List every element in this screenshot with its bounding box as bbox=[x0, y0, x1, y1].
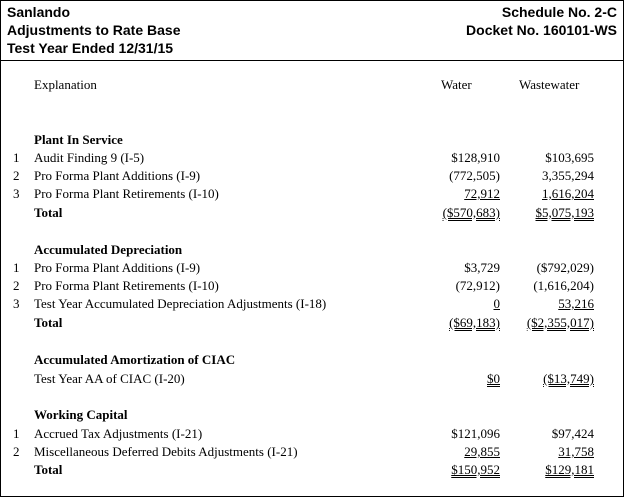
water-value: (72,912) bbox=[455, 278, 500, 293]
table-row bbox=[1, 150, 623, 168]
table-row bbox=[1, 296, 623, 314]
water-total: ($69,183) bbox=[449, 315, 500, 330]
row-description: Test Year AA of CIAC (I-20) bbox=[34, 371, 185, 386]
row-description: Pro Forma Plant Retirements (I-10) bbox=[34, 186, 219, 201]
water-value: 72,912 bbox=[464, 186, 500, 201]
wastewater-value: 53,216 bbox=[558, 296, 594, 311]
water-value: 29,855 bbox=[464, 444, 500, 459]
table-row bbox=[1, 278, 623, 296]
section-heading bbox=[1, 132, 623, 150]
row-description: Test Year Accumulated Depreciation Adjustments (I-18) bbox=[34, 296, 327, 311]
water-value: 0 bbox=[493, 296, 500, 311]
company-name: Sanlando bbox=[7, 4, 71, 20]
section-title: Working Capital bbox=[34, 407, 128, 422]
row-description: Miscellaneous Deferred Debits Adjustments (I-21) bbox=[34, 444, 298, 459]
table-row bbox=[1, 371, 623, 389]
test-year-period: Test Year Ended 12/31/15 bbox=[7, 40, 174, 56]
schedule-number: Schedule No. 2-C bbox=[501, 4, 617, 20]
table-row bbox=[1, 444, 623, 462]
wastewater-total: $129,181 bbox=[545, 462, 594, 477]
table-row bbox=[1, 168, 623, 186]
row-description: Pro Forma Plant Additions (I-9) bbox=[34, 168, 201, 183]
water-value: $128,910 bbox=[451, 150, 500, 165]
docket-number: Docket No. 160101-WS bbox=[466, 22, 617, 38]
table-row bbox=[1, 426, 623, 444]
section-heading bbox=[1, 242, 623, 260]
section-heading bbox=[1, 407, 623, 425]
wastewater-value: ($792,029) bbox=[536, 260, 594, 275]
header-divider bbox=[1, 60, 623, 61]
water-value: $0 bbox=[487, 371, 500, 386]
section-title: Plant In Service bbox=[34, 132, 123, 147]
section-title: Accumulated Depreciation bbox=[34, 242, 183, 257]
line-number: 1 bbox=[13, 260, 20, 275]
schedule-title: Adjustments to Rate Base bbox=[7, 22, 181, 38]
wastewater-value: 31,758 bbox=[558, 444, 594, 459]
water-value: $121,096 bbox=[451, 426, 500, 441]
water-value: $3,729 bbox=[464, 260, 500, 275]
water-total: ($570,683) bbox=[442, 205, 500, 220]
line-number: 3 bbox=[13, 296, 20, 311]
wastewater-value: $97,424 bbox=[551, 426, 594, 441]
line-number: 2 bbox=[13, 168, 20, 183]
wastewater-value: 3,355,294 bbox=[542, 168, 594, 183]
total-row bbox=[1, 205, 623, 223]
row-description: Pro Forma Plant Retirements (I-10) bbox=[34, 278, 219, 293]
line-number: 2 bbox=[13, 444, 20, 459]
header-right bbox=[466, 3, 617, 39]
header-left bbox=[7, 3, 180, 57]
total-label: Total bbox=[34, 315, 63, 330]
water-value: (772,505) bbox=[449, 168, 500, 183]
wastewater-value: (1,616,204) bbox=[533, 278, 594, 293]
line-number: 3 bbox=[13, 186, 20, 201]
wastewater-total: $5,075,193 bbox=[535, 205, 594, 220]
table-row bbox=[1, 260, 623, 278]
section-heading bbox=[1, 352, 623, 370]
wastewater-value: $103,695 bbox=[545, 150, 594, 165]
column-header-explanation: Explanation bbox=[34, 77, 97, 92]
total-label: Total bbox=[34, 462, 63, 477]
line-number: 1 bbox=[13, 150, 20, 165]
row-description: Audit Finding 9 (I-5) bbox=[34, 150, 145, 165]
wastewater-total: ($2,355,017) bbox=[526, 315, 594, 330]
total-row bbox=[1, 462, 623, 480]
line-number: 2 bbox=[13, 278, 20, 293]
wastewater-value: 1,616,204 bbox=[542, 186, 594, 201]
column-header-water: Water bbox=[441, 77, 472, 92]
column-header-wastewater: Wastewater bbox=[519, 77, 580, 92]
wastewater-value: ($13,749) bbox=[543, 371, 594, 386]
line-number: 1 bbox=[13, 426, 20, 441]
section-title: Accumulated Amortization of CIAC bbox=[34, 352, 236, 367]
row-description: Pro Forma Plant Additions (I-9) bbox=[34, 260, 201, 275]
row-description: Accrued Tax Adjustments (I-21) bbox=[34, 426, 203, 441]
total-row bbox=[1, 315, 623, 333]
water-total: $150,952 bbox=[451, 462, 500, 477]
total-label: Total bbox=[34, 205, 63, 220]
table-row bbox=[1, 186, 623, 204]
